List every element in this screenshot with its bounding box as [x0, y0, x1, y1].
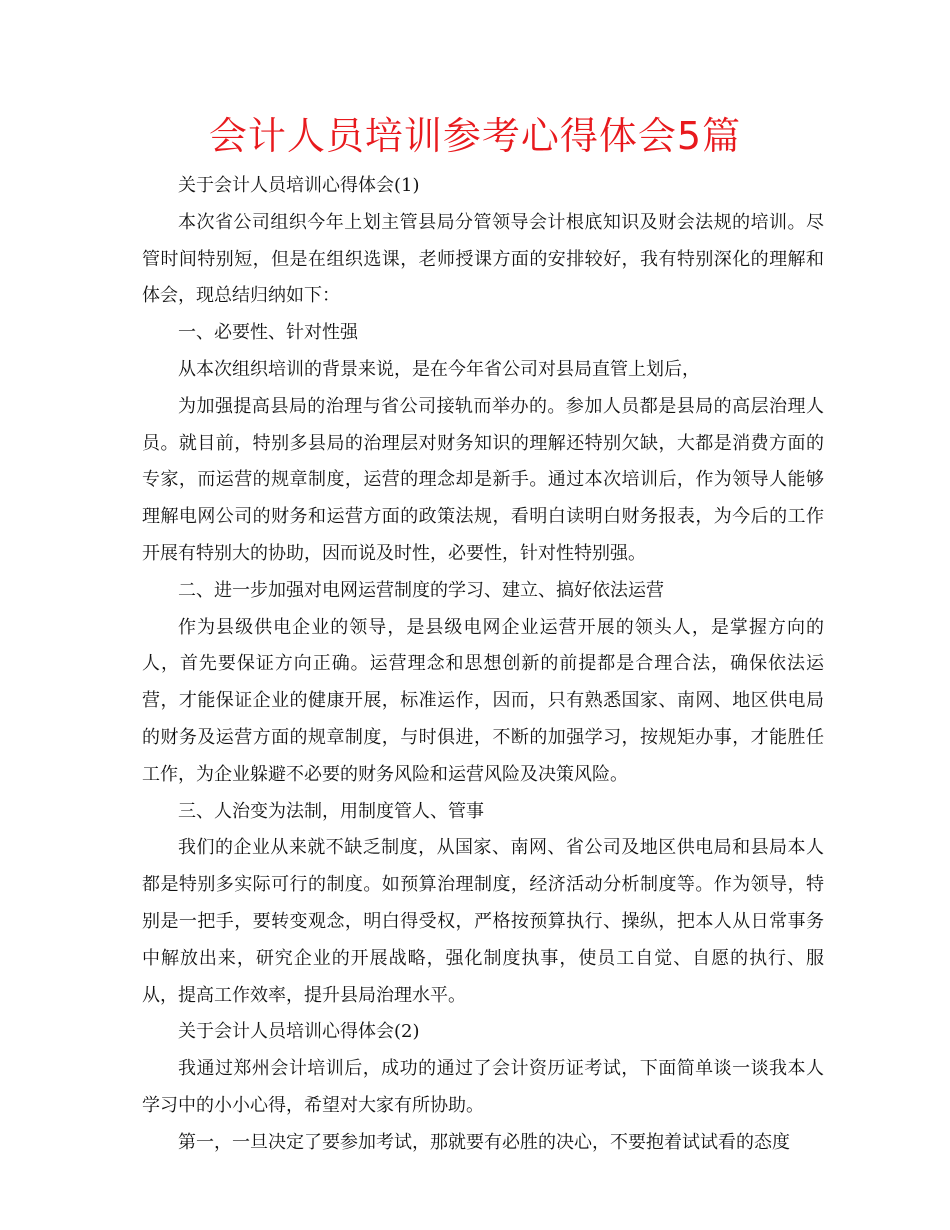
section-heading-3: 三、人治变为法制，用制度管人、管事 [178, 800, 484, 822]
document-title: 会计人员培训参考心得体会5篇 [208, 114, 742, 158]
section-heading-2: 二、进一步加强对电网运营制度的学习、建立、搞好依法运营 [178, 579, 664, 601]
document-body [142, 168, 824, 1162]
paragraph: 为加强提高县局的治理与省公司接轨而举办的。参加人员都是县局的高层治理人员。就目前，特别多县局的治理层对财务知识的理解还特别欠缺，大都是消费方面的专家，而运营的规章制度，运营的理念却是新手。通过本次培训后，作为领导人能够理解电网公司的财务和运营方面的政策法规，看明白读明白财务报表，为今后的工作开展有特别大的协助，因而说及时性，必要性，针对性特别强。 [142, 395, 824, 564]
section-heading-1: 一、必要性、针对性强 [178, 322, 358, 344]
heading-part-1: 关于会计人员培训心得体会(1) [178, 175, 420, 196]
paragraph: 作为县级供电企业的领导，是县级电网企业运营开展的领头人，是掌握方向的人，首先要保证方向正确。运营理念和思想创新的前提都是合理合法，确保依法运营，才能保证企业的健康开展，标准运作，因而，只有熟悉国家、南网、地区供电局的财务及运营方面的规章制度，与时俱进，不断的加强学习，按规矩办事，才能胜任工作，为企业躲避不必要的财务风险和运营风险及决策风险。 [142, 616, 824, 785]
paragraph: 第一，一旦决定了要参加考试，那就要有必胜的决心，不要抱着试试看的态度 [178, 1131, 790, 1153]
paragraph: 从本次组织培训的背景来说，是在今年省公司对县局直管上划后， [178, 358, 700, 380]
paragraph: 我们的企业从来就不缺乏制度，从国家、南网、省公司及地区供电局和县局本人都是特别多实际可行的制度。如预算治理制度，经济活动分析制度等。作为领导，特别是一把手，要转变观念，明白得受权，严格按预算执行、操纵，把本人从日常事务中解放出来，研究企业的开展战略，强化制度执事，使员工自觉、自愿的执行、服从，提高工作效率，提升县局治理水平。 [142, 837, 824, 1006]
paragraph: 我通过郑州会计培训后，成功的通过了会计资历证考试，下面简单谈一谈我本人学习中的小小心得，希望对大家有所协助。 [142, 1058, 824, 1116]
heading-part-2: 关于会计人员培训心得体会(2) [178, 1021, 420, 1043]
paragraph: 本次省公司组织今年上划主管县局分管领导会计根底知识及财会法规的培训。尽管时间特别短，但是在组织选课，老师授课方面的安排较好，我有特别深化的理解和体会，现总结归纳如下： [142, 211, 824, 307]
